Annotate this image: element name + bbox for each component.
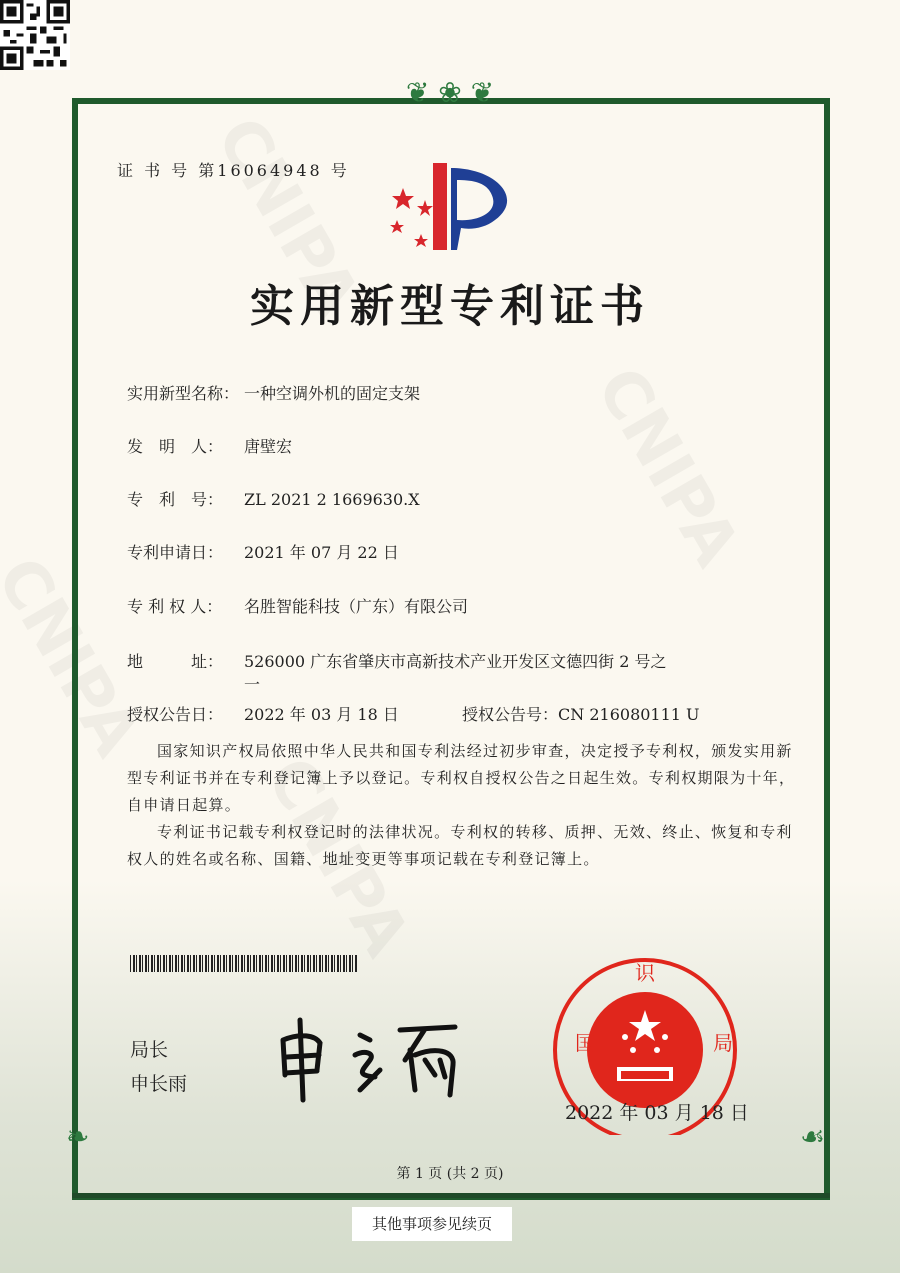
signatory-title: 局长 — [130, 1039, 169, 1061]
field-label: 授权公告日： — [127, 705, 224, 724]
field-grant-date — [127, 702, 399, 725]
field-value: ZL 2021 2 1669630.X — [244, 490, 420, 509]
qr-code — [0, 0, 70, 70]
corner-ornament-icon: ☙ — [800, 1120, 826, 1153]
certificate-statement — [127, 738, 797, 873]
barcode — [130, 955, 358, 972]
field-label: 授权公告号： — [462, 705, 559, 724]
svg-text:国: 国 — [575, 1031, 595, 1055]
field-value: 2022 年 03 月 18 日 — [244, 705, 399, 724]
field-publication-number — [462, 702, 700, 725]
field-label: 专 利 号： — [127, 490, 224, 509]
field-value: CN 216080111 U — [558, 705, 700, 724]
statement-paragraph: 专利证书记载专利权登记时的法律状况。专利权的转移、质押、无效、终止、恢复和专利权人的姓名或名称、国籍、地址变更等事项记载在专利登记簿上。 — [127, 823, 793, 868]
signature-image — [275, 1015, 465, 1105]
field-address-line2: 一 — [244, 675, 261, 694]
cnipa-logo-icon — [385, 158, 520, 253]
field-label: 地 址： — [127, 652, 224, 671]
field-label: 专利申请日： — [127, 543, 224, 562]
svg-text:识: 识 — [635, 961, 655, 985]
frame-bottom-rule — [72, 1193, 830, 1198]
page-title: 实用新型专利证书 — [250, 281, 650, 332]
field-utility-model-name — [127, 381, 420, 404]
field-label: 专 利 权 人： — [127, 597, 223, 616]
field-value: 唐壁宏 — [244, 437, 293, 456]
top-ornament-icon: ❦ ❀ ❦ — [405, 76, 495, 109]
field-label: 实用新型名称： — [127, 384, 240, 403]
field-label: 发 明 人： — [127, 437, 224, 456]
field-patent-number — [127, 487, 420, 510]
field-value: 2021 年 07 月 22 日 — [244, 543, 399, 562]
statement-paragraph: 国家知识产权局依照中华人民共和国专利法经过初步审查，决定授予专利权，颁发实用新型专利证书并在专利登记簿上予以登记。专利权自授权公告之日起生效。专利权期限为十年，自申请日起算。 — [127, 742, 796, 814]
field-value: 一种空调外机的固定支架 — [244, 384, 421, 403]
field-value: 名胜智能科技（广东）有限公司 — [244, 597, 469, 616]
field-patentee — [127, 594, 468, 617]
field-address — [127, 649, 667, 672]
seal-date: 2022 年 03 月 18 日 — [565, 1102, 749, 1124]
signatory-name: 申长雨 — [130, 1073, 188, 1095]
field-application-date — [127, 540, 399, 563]
certificate-number: 证 书 号 第16064948 号 — [117, 161, 350, 180]
footer-note: 其他事项参见续页 — [352, 1207, 512, 1241]
corner-ornament-icon: ❧ — [66, 1120, 90, 1153]
field-value: 526000 广东省肇庆市高新技术产业开发区文德四街 2 号之 — [244, 652, 667, 671]
svg-text:局: 局 — [713, 1031, 733, 1055]
page-number: 第 1 页 (共 2 页) — [396, 1166, 504, 1182]
field-inventor — [127, 434, 292, 457]
